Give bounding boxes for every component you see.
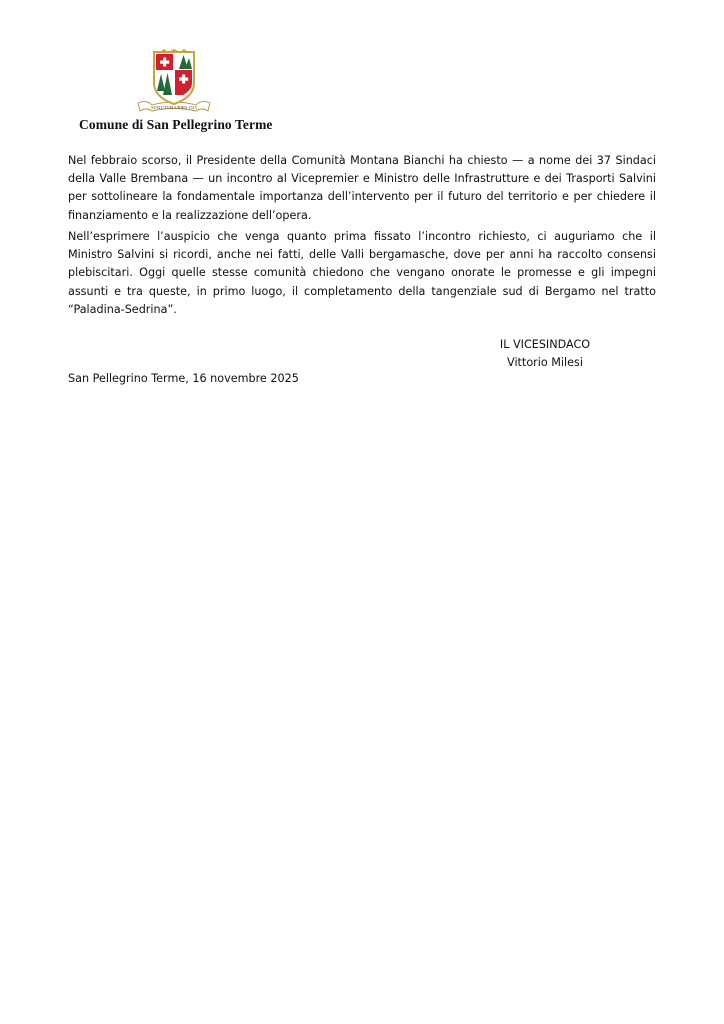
body-paragraph-2: Nell’esprimere l’auspicio che venga quanto prima fissato l’incontro richiesto, ci auguriamo che il Ministro Salvini si ricordi, anche nei fatti, delle Valli bergamasche, dove per anni ha raccolto consensi plebiscitari. Oggi quelle stesse comunità chiedono che vengano onorate le promesse e gli impegni assunti e tra queste, in primo luogo, il completamento della tangenziale sud di Bergamo nel tratto “Paladina-Sedrina”.	[68, 230, 656, 316]
place-date: San Pellegrino Terme, 16 novembre 2025	[68, 372, 299, 385]
signature-name: Vittorio Milesi	[507, 356, 583, 369]
coat-of-arms-icon	[136, 49, 212, 115]
crest-motto: STATUTUM·URBIS·1515	[151, 105, 197, 111]
signature-role: IL VICESINDACO	[499, 338, 591, 351]
signature-block	[452, 336, 638, 372]
municipality-name: Comune di San Pellegrino Terme	[79, 117, 273, 132]
body-paragraph-1: Nel febbraio scorso, il Presidente della Comunità Montana Bianchi ha chiesto — a nome dei 37 Sindaci della Valle Brembana — un incontro al Vicepremier e Ministro delle Infrastrutture e dei Trasporti Salvini per sottolineare la fondamentale importanza dell’intervento per il futuro del territorio e per chiedere il finanziamento e la realizzazione dell’opera.	[68, 154, 656, 222]
